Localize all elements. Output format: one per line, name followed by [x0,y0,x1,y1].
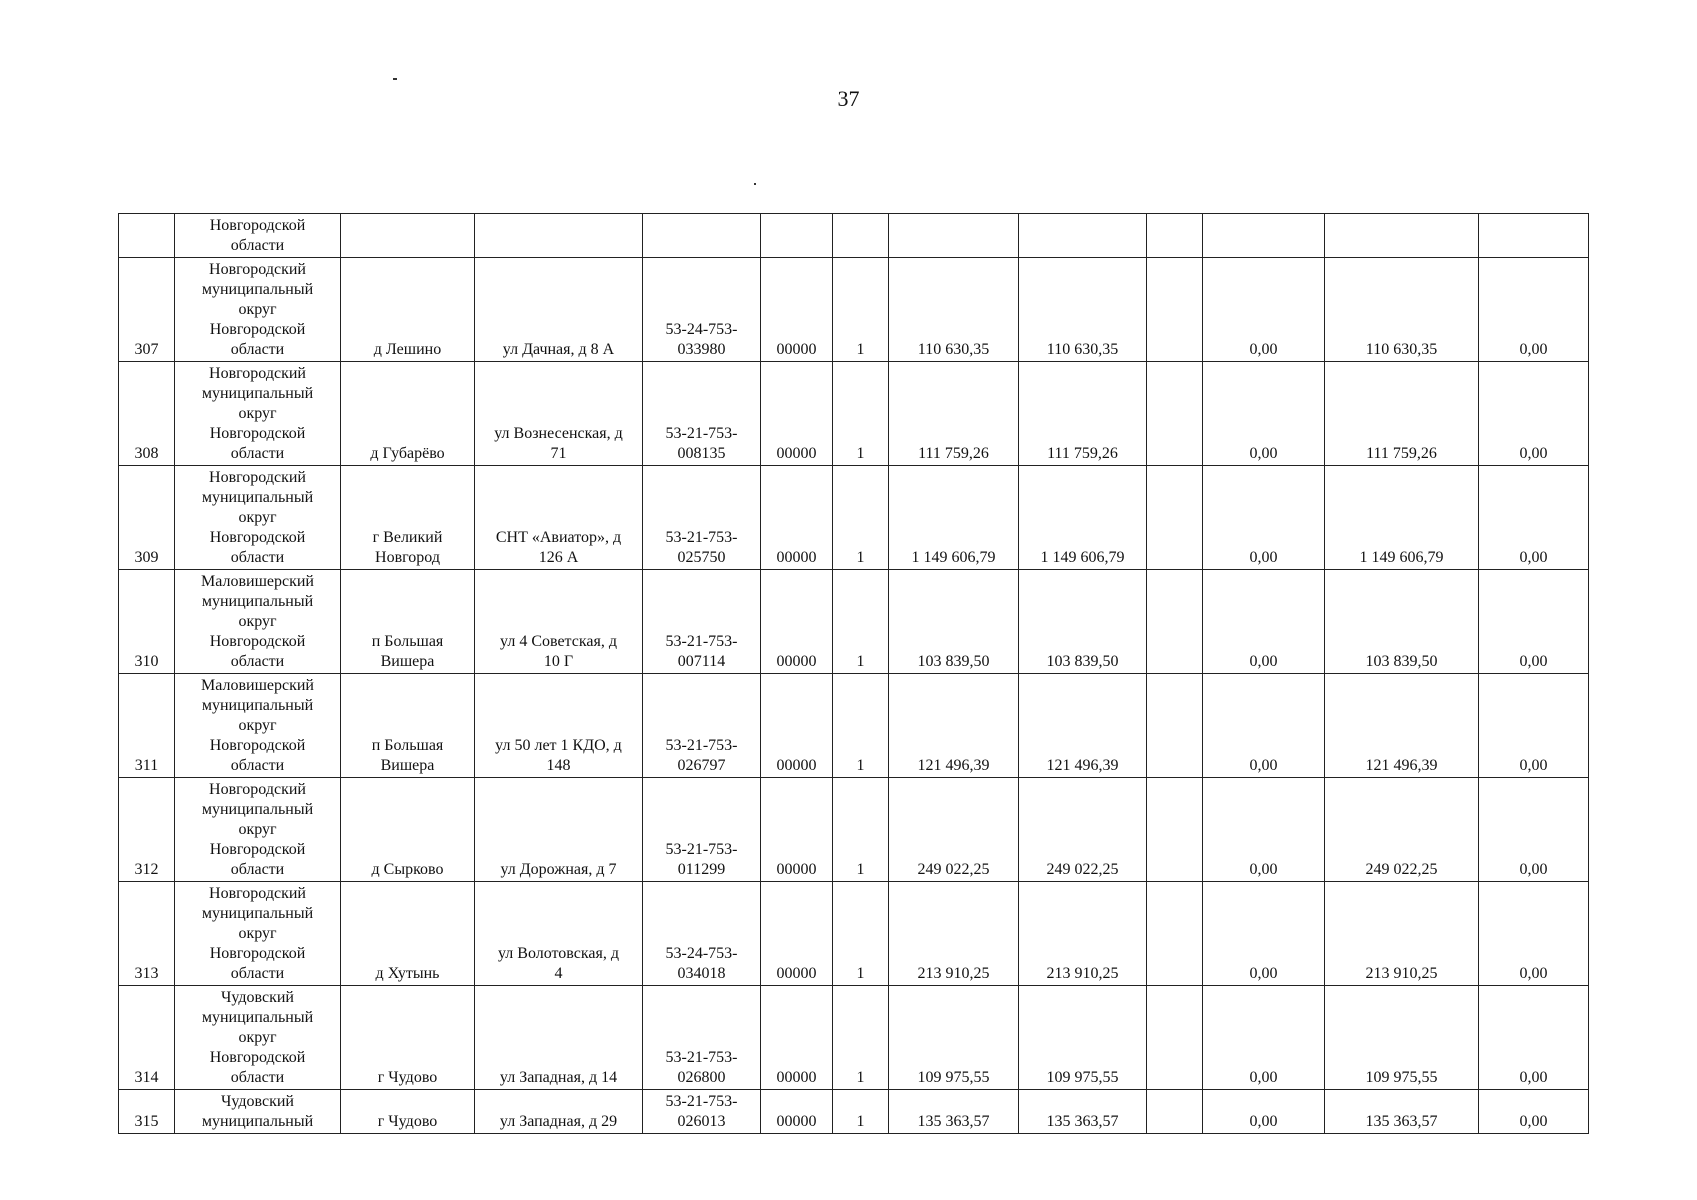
address-cell: ул Волотовская, д 4 [475,882,643,986]
count-cell: 1 [833,778,889,882]
sum2-cell: 110 630,35 [1019,258,1147,362]
blank-cell [1147,570,1203,674]
code-cell: 53-21-753- 026800 [643,986,761,1090]
sum2-cell: 249 022,25 [1019,778,1147,882]
table-row [119,986,1589,1090]
zeros-cell: 00000 [761,258,833,362]
settlement-cell: п Большая Вишера [341,674,475,778]
settlement-cell [341,214,475,258]
address-cell: ул 4 Советская, д 10 Г [475,570,643,674]
address-cell: ул Западная, д 14 [475,986,643,1090]
sum1-cell: 103 839,50 [889,570,1019,674]
district-cell: Новгородской области [175,214,341,258]
row-number-cell: 310 [119,570,175,674]
sum1-cell: 110 630,35 [889,258,1019,362]
sum1-cell: 111 759,26 [889,362,1019,466]
row-number-cell [119,214,175,258]
address-cell: ул Западная, д 29 [475,1090,643,1134]
district-cell: Чудовский муниципальный округ Новгородской области [175,986,341,1090]
sum2-cell: 1 149 606,79 [1019,466,1147,570]
address-cell [475,214,643,258]
table-row [119,466,1589,570]
address-cell: СНТ «Авиатор», д 126 А [475,466,643,570]
settlement-cell: г Чудово [341,1090,475,1134]
code-cell: 53-21-753- 008135 [643,362,761,466]
sum1-cell: 213 910,25 [889,882,1019,986]
count-cell: 1 [833,986,889,1090]
sum3-cell: 0,00 [1203,778,1325,882]
blank-cell [1147,882,1203,986]
sum2-cell: 109 975,55 [1019,986,1147,1090]
sum3-cell: 0,00 [1203,362,1325,466]
settlement-cell: п Большая Вишера [341,570,475,674]
sum4-cell: 103 839,50 [1325,570,1479,674]
sum2-cell: 135 363,57 [1019,1090,1147,1134]
address-cell: ул Дорожная, д 7 [475,778,643,882]
blank-cell [1147,362,1203,466]
sum5-cell: 0,00 [1479,570,1589,674]
sum2-cell: 111 759,26 [1019,362,1147,466]
district-cell: Новгородский муниципальный округ Новгородской области [175,778,341,882]
settlement-cell: г Чудово [341,986,475,1090]
blank-cell [1147,674,1203,778]
zeros-cell: 00000 [761,1090,833,1134]
zeros-cell: 00000 [761,466,833,570]
sum2-cell: 121 496,39 [1019,674,1147,778]
address-cell: ул 50 лет 1 КДО, д 148 [475,674,643,778]
row-number-cell: 312 [119,778,175,882]
sum1-cell: 109 975,55 [889,986,1019,1090]
code-cell [643,214,761,258]
blank-cell [1147,258,1203,362]
count-cell: 1 [833,570,889,674]
sum5-cell: 0,00 [1479,362,1589,466]
scan-speck [754,183,756,185]
count-cell: 1 [833,258,889,362]
sum3-cell: 0,00 [1203,570,1325,674]
district-cell: Новгородский муниципальный округ Новгородской области [175,362,341,466]
sum1-cell: 249 022,25 [889,778,1019,882]
table-row [119,258,1589,362]
table-row [119,1090,1589,1134]
row-number-cell: 315 [119,1090,175,1134]
settlement-cell: д Лешино [341,258,475,362]
code-cell: 53-21-753- 011299 [643,778,761,882]
zeros-cell: 00000 [761,882,833,986]
sum5-cell: 0,00 [1479,674,1589,778]
table-row [119,674,1589,778]
sum5-cell: 0,00 [1479,1090,1589,1134]
sum5-cell: 0,00 [1479,258,1589,362]
sum4-cell: 213 910,25 [1325,882,1479,986]
district-cell: Маловишерский муниципальный округ Новгородской области [175,570,341,674]
zeros-cell: 00000 [761,986,833,1090]
zeros-cell: 00000 [761,778,833,882]
sum2-cell: 213 910,25 [1019,882,1147,986]
district-cell: Маловишерский муниципальный округ Новгородской области [175,674,341,778]
sum3-cell: 0,00 [1203,674,1325,778]
table-row [119,570,1589,674]
blank-cell [1147,466,1203,570]
sum3-cell: 0,00 [1203,986,1325,1090]
sum5-cell: 0,00 [1479,778,1589,882]
sum4-cell: 121 496,39 [1325,674,1479,778]
count-cell [833,214,889,258]
row-number-cell: 313 [119,882,175,986]
code-cell: 53-24-753- 034018 [643,882,761,986]
sum3-cell: 0,00 [1203,466,1325,570]
row-number-cell: 308 [119,362,175,466]
district-cell: Новгородский муниципальный округ Новгородской области [175,466,341,570]
page-number: 37 [837,86,860,111]
sum4-cell: 135 363,57 [1325,1090,1479,1134]
zeros-cell [761,214,833,258]
sum4-cell: 249 022,25 [1325,778,1479,882]
sum2-cell: 103 839,50 [1019,570,1147,674]
sum5-cell: 0,00 [1479,466,1589,570]
sum3-cell: 0,00 [1203,258,1325,362]
sum4-cell: 109 975,55 [1325,986,1479,1090]
sum1-cell: 1 149 606,79 [889,466,1019,570]
settlement-cell: г Великий Новгород [341,466,475,570]
sum4-cell: 110 630,35 [1325,258,1479,362]
sum4-cell [1325,214,1479,258]
count-cell: 1 [833,362,889,466]
code-cell: 53-24-753- 033980 [643,258,761,362]
sum1-cell: 121 496,39 [889,674,1019,778]
registry-table [118,213,1589,1134]
sum1-cell: 135 363,57 [889,1090,1019,1134]
address-cell: ул Вознесенская, д 71 [475,362,643,466]
sum3-cell: 0,00 [1203,1090,1325,1134]
settlement-cell: д Губарёво [341,362,475,466]
row-number-cell: 311 [119,674,175,778]
settlement-cell: д Хутынь [341,882,475,986]
district-cell: Новгородский муниципальный округ Новгородской области [175,882,341,986]
blank-cell [1147,214,1203,258]
sum4-cell: 1 149 606,79 [1325,466,1479,570]
table-row [119,882,1589,986]
sum3-cell: 0,00 [1203,882,1325,986]
scan-speck [393,78,397,80]
row-number-cell: 309 [119,466,175,570]
zeros-cell: 00000 [761,674,833,778]
address-cell: ул Дачная, д 8 А [475,258,643,362]
sum5-cell [1479,214,1589,258]
count-cell: 1 [833,466,889,570]
zeros-cell: 00000 [761,570,833,674]
code-cell: 53-21-753- 025750 [643,466,761,570]
row-number-cell: 314 [119,986,175,1090]
blank-cell [1147,778,1203,882]
row-number-cell: 307 [119,258,175,362]
settlement-cell: д Сырково [341,778,475,882]
zeros-cell: 00000 [761,362,833,466]
blank-cell [1147,986,1203,1090]
code-cell: 53-21-753- 007114 [643,570,761,674]
code-cell: 53-21-753- 026013 [643,1090,761,1134]
sum5-cell: 0,00 [1479,986,1589,1090]
sum4-cell: 111 759,26 [1325,362,1479,466]
count-cell: 1 [833,882,889,986]
count-cell: 1 [833,1090,889,1134]
sum3-cell [1203,214,1325,258]
blank-cell [1147,1090,1203,1134]
table-row [119,778,1589,882]
table-row [119,362,1589,466]
count-cell: 1 [833,674,889,778]
district-cell: Чудовский муниципальный [175,1090,341,1134]
code-cell: 53-21-753- 026797 [643,674,761,778]
district-cell: Новгородский муниципальный округ Новгородской области [175,258,341,362]
table-row-continuation [119,214,1589,258]
sum2-cell [1019,214,1147,258]
sum5-cell: 0,00 [1479,882,1589,986]
sum1-cell [889,214,1019,258]
